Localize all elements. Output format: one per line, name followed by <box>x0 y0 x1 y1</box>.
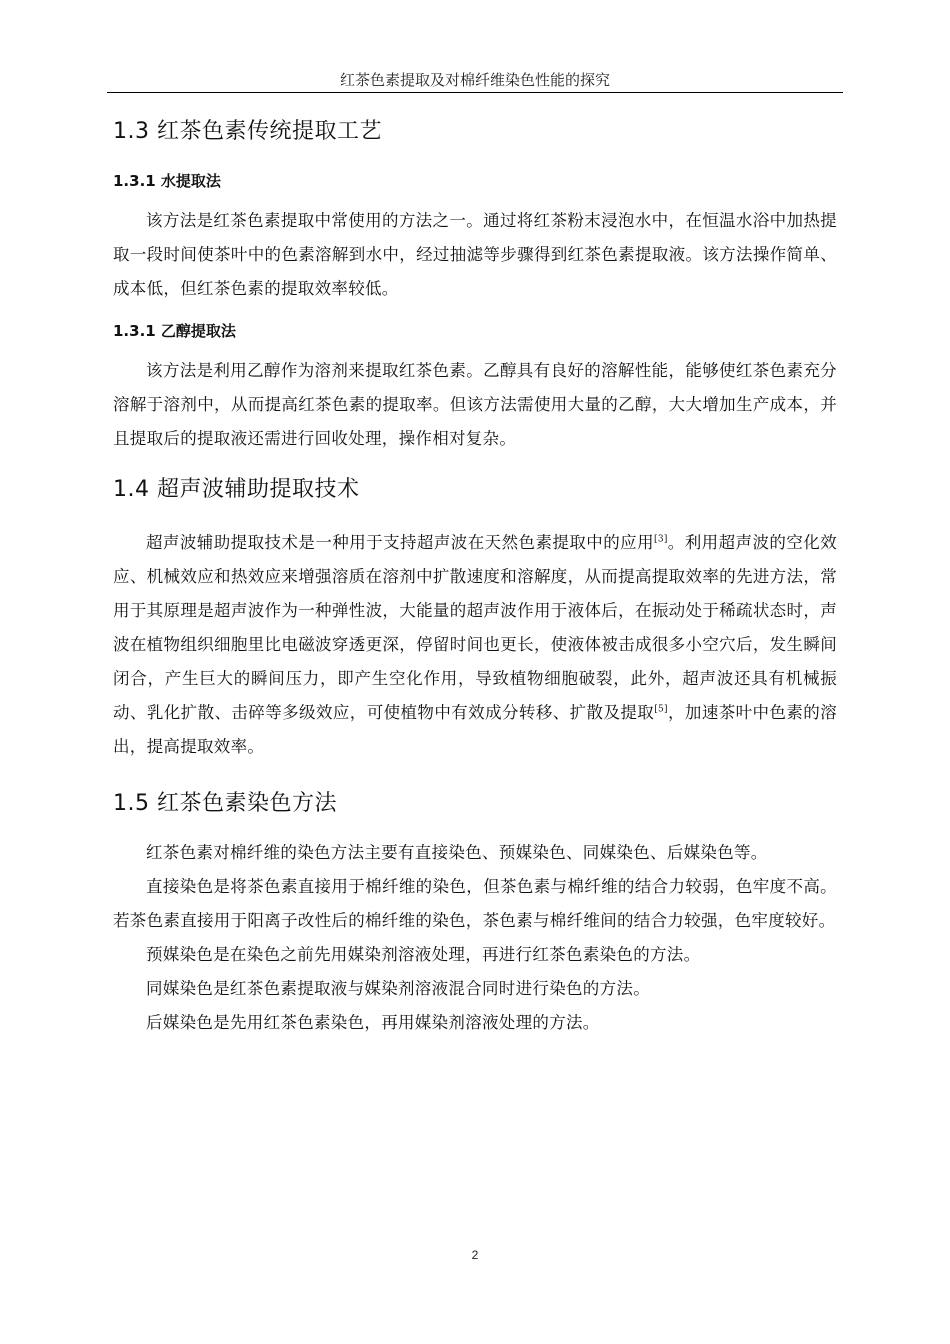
subsection-heading-water-extraction: 1.3.1 水提取法 <box>113 172 221 190</box>
paragraph-text: 。利用超声波的空化效应、机械效应和热效应来增强溶质在溶剂中扩散速度和溶解度，从而提高提取效率的先进方法，常用于其原理是超声波作为一种弹性波，大能量的超声波作用于液体后，在振动处于稀疏状态时，声波在植物组织细胞里比电磁波穿透更深，停留时间也更长，使液体被击成很多小空穴后，发生瞬间闭合，产生巨大的瞬间压力，即产生空化作用，导致植物细胞破裂，此外，超声波还具有机械振动、乳化扩散、击碎等多级效应，可使植物中有效成分转移、扩散及提取 <box>113 533 838 722</box>
paragraph-ethanol-extraction: 该方法是利用乙醇作为溶剂来提取红茶色素。乙醇具有良好的溶解性能，能够使红茶色素充分溶解于溶剂中，从而提高红茶色素的提取率。但该方法需使用大量的乙醇，大大增加生产成本，并且提取后的提取液还需进行回收处理，操作相对复杂。 <box>113 361 837 448</box>
header-rule <box>107 92 843 93</box>
subsection-heading-ethanol-extraction: 1.3.1 乙醇提取法 <box>113 322 236 340</box>
document-body <box>113 112 837 1040</box>
citation-ref: [5] <box>654 704 668 715</box>
paragraph-ultrasonic-extraction <box>113 526 837 764</box>
citation-ref: [3] <box>654 534 668 545</box>
section-heading-1-4: 1.4 超声波辅助提取技术 <box>113 477 360 502</box>
paragraph-meta-mordant: 同媒染色是红茶色素提取液与媒染剂溶液混合同时进行染色的方法。 <box>146 979 650 998</box>
paragraph-water-extraction: 该方法是红茶色素提取中常使用的方法之一。通过将红茶粉末浸泡水中，在恒温水浴中加热提取一段时间使茶叶中的色素溶解到水中，经过抽滤等步骤得到红茶色素提取液。该方法操作简单、成本低，但红茶色素的提取效率较低。 <box>113 211 837 298</box>
paragraph-post-mordant: 后媒染色是先用红茶色素染色，再用媒染剂溶液处理的方法。 <box>146 1013 600 1032</box>
page-number: 2 <box>471 1248 479 1262</box>
paragraph-text: 超声波辅助提取技术是一种用于支持超声波在天然色素提取中的应用 <box>146 533 655 552</box>
running-header: 红茶色素提取及对棉纤维染色性能的探究 <box>339 71 610 89</box>
section-heading-1-3: 1.3 红茶色素传统提取工艺 <box>113 119 382 144</box>
paragraph-direct-dyeing: 直接染色是将茶色素直接用于棉纤维的染色，但茶色素与棉纤维的结合力较弱，色牢度不高。若茶色素直接用于阳离子改性后的棉纤维的染色，茶色素与棉纤维间的结合力较强，色牢度较好。 <box>113 877 837 930</box>
paragraph-dyeing-methods: 红茶色素对棉纤维的染色方法主要有直接染色、预媒染色、同媒染色、后媒染色等。 <box>146 843 768 862</box>
section-heading-1-5: 1.5 红茶色素染色方法 <box>113 791 337 816</box>
paragraph-text: ，加速茶叶中色素的溶出，提高提取效率。 <box>113 703 838 756</box>
paragraph-pre-mordant: 预媒染色是在染色之前先用媒染剂溶液处理，再进行红茶色素染色的方法。 <box>146 945 701 964</box>
